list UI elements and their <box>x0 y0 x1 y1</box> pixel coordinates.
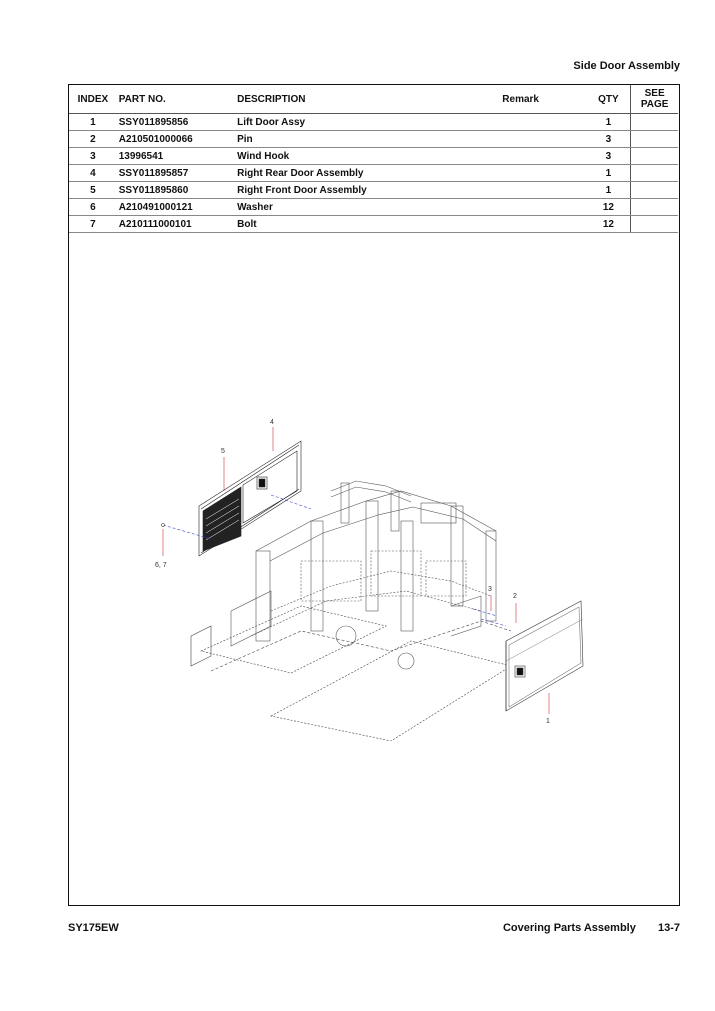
col-qty-header: QTY <box>587 85 631 114</box>
row-index: 7 <box>69 216 117 233</box>
lift-door-illustration <box>506 601 583 711</box>
col-part-no-header: PART NO. <box>117 85 237 114</box>
callout-2: 2 <box>513 593 517 600</box>
row-qty: 3 <box>587 131 631 148</box>
table-row <box>69 165 678 182</box>
row-qty: 12 <box>587 199 631 216</box>
footer-section: Covering Parts Assembly <box>502 922 636 934</box>
row-description: Washer <box>237 199 502 216</box>
table-row <box>69 114 678 131</box>
row-description: Bolt <box>237 216 502 233</box>
col-description-header: DESCRIPTION <box>237 85 502 114</box>
row-description: Right Front Door Assembly <box>237 182 502 199</box>
row-description: Pin <box>237 131 502 148</box>
row-index: 5 <box>69 182 117 199</box>
leader-lines <box>163 427 549 714</box>
row-see-page <box>631 165 678 182</box>
row-part-no: A210501000066 <box>117 131 237 148</box>
callout-4: 4 <box>270 419 274 426</box>
row-see-page <box>631 114 678 131</box>
col-see-page-header: SEE PAGE <box>631 85 678 114</box>
row-see-page <box>631 182 678 199</box>
footer-model: SY175EW <box>68 922 119 934</box>
row-part-no: SSY011895857 <box>117 165 237 182</box>
row-description: Right Rear Door Assembly <box>237 165 502 182</box>
row-see-page <box>631 148 678 165</box>
table-row <box>69 131 678 148</box>
row-remark <box>502 114 586 131</box>
row-qty: 3 <box>587 148 631 165</box>
table-row <box>69 182 678 199</box>
row-qty: 1 <box>587 114 631 131</box>
parts-frame <box>68 84 680 906</box>
row-remark <box>502 199 586 216</box>
callout-5: 5 <box>221 448 225 455</box>
callout-1: 1 <box>546 718 550 725</box>
callout-3: 3 <box>488 586 492 593</box>
right-rear-door-illustration <box>199 441 301 556</box>
exploded-view-drawing <box>151 411 601 741</box>
col-index-header: INDEX <box>69 85 117 114</box>
row-index: 3 <box>69 148 117 165</box>
row-index: 6 <box>69 199 117 216</box>
bolt-marker <box>162 524 165 527</box>
row-qty: 12 <box>587 216 631 233</box>
row-remark <box>502 216 586 233</box>
row-part-no: 13996541 <box>117 148 237 165</box>
row-part-no: SSY011895856 <box>117 114 237 131</box>
row-see-page <box>631 199 678 216</box>
callout-6-7: 6, 7 <box>155 562 167 569</box>
row-see-page <box>631 131 678 148</box>
row-index: 4 <box>69 165 117 182</box>
row-see-page <box>631 216 678 233</box>
table-header-row <box>69 85 678 114</box>
footer-page-number: 13-7 <box>657 922 680 934</box>
row-qty: 1 <box>587 182 631 199</box>
row-remark <box>502 148 586 165</box>
row-part-no: SSY011895860 <box>117 182 237 199</box>
row-part-no: A210491000121 <box>117 199 237 216</box>
row-description: Lift Door Assy <box>237 114 502 131</box>
row-index: 1 <box>69 114 117 131</box>
row-remark <box>502 165 586 182</box>
row-part-no: A210111000101 <box>117 216 237 233</box>
row-remark <box>502 182 586 199</box>
row-description: Wind Hook <box>237 148 502 165</box>
table-row <box>69 148 678 165</box>
col-remark-header: Remark <box>502 85 586 114</box>
table-row <box>69 216 678 233</box>
row-remark <box>502 131 586 148</box>
row-index: 2 <box>69 131 117 148</box>
table-row <box>69 199 678 216</box>
row-qty: 1 <box>587 165 631 182</box>
footer-right <box>503 922 680 934</box>
page-header-title: Side Door Assembly <box>573 60 680 72</box>
parts-table <box>69 85 678 233</box>
